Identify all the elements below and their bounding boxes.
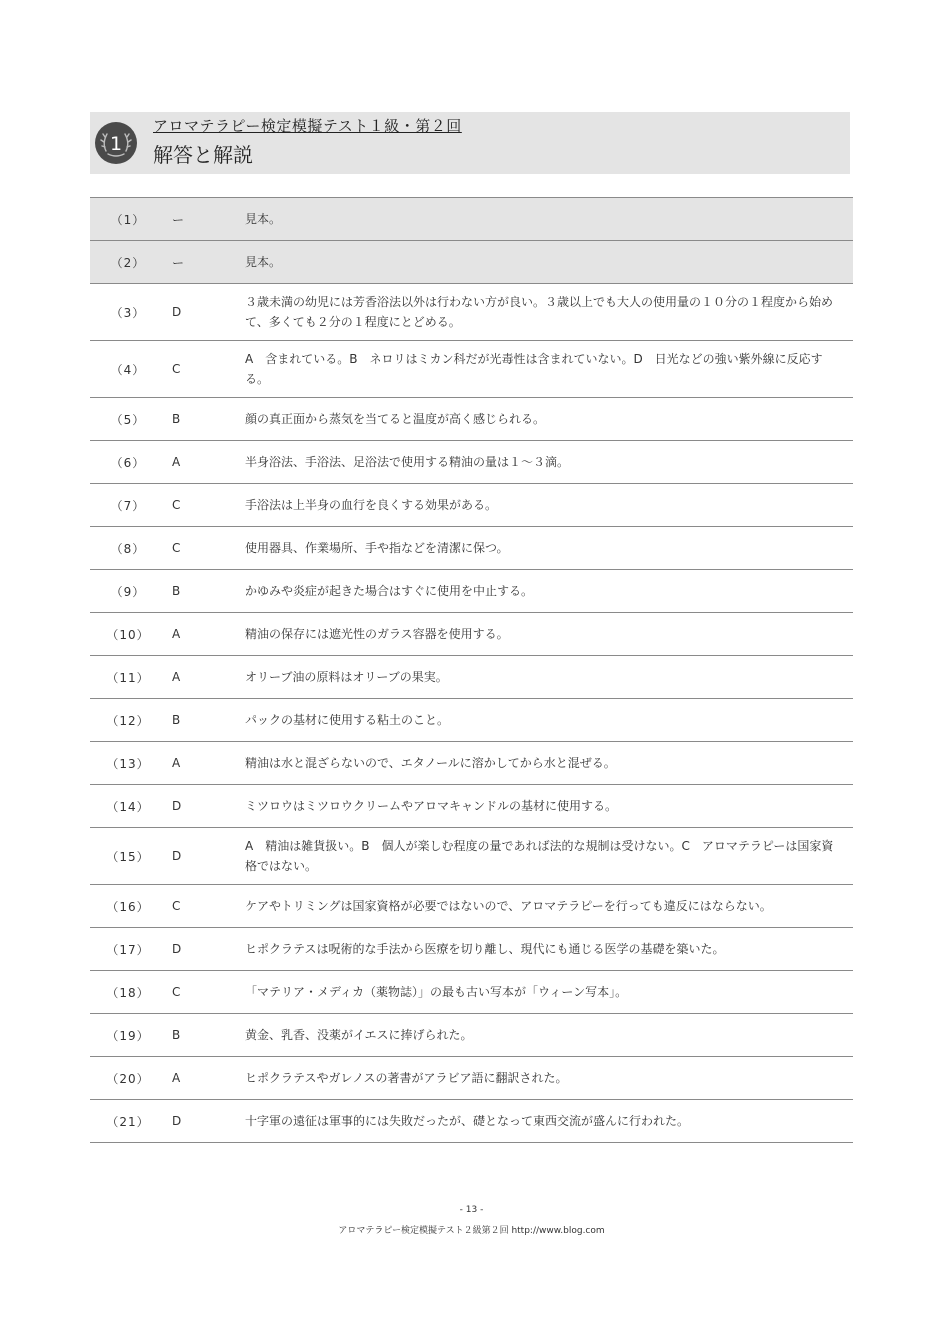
laurel-badge-icon xyxy=(94,121,138,165)
question-number: （3） xyxy=(90,284,166,341)
table-row xyxy=(90,284,853,341)
question-number: （10） xyxy=(90,613,166,656)
explanation-text: 見本。 xyxy=(244,241,853,284)
answer-letter: ー xyxy=(166,198,244,241)
question-number: （18） xyxy=(90,971,166,1014)
question-number: （15） xyxy=(90,828,166,885)
question-number: （6） xyxy=(90,441,166,484)
question-number: （5） xyxy=(90,398,166,441)
table-row xyxy=(90,828,853,885)
table-row xyxy=(90,398,853,441)
explanation-text: A 精油は雑貨扱い。B 個人が楽しむ程度の量であれば法的な規制は受けない。C アロマテラピーは国家資格ではない。 xyxy=(244,828,853,885)
question-number: （14） xyxy=(90,785,166,828)
explanation-text: パックの基材に使用する粘土のこと。 xyxy=(244,699,853,742)
question-number: （2） xyxy=(90,241,166,284)
footer-title: アロマテラピー検定模擬テスト２級第２回 http://www.blog.com xyxy=(338,1226,605,1236)
answer-table xyxy=(90,197,853,1143)
answer-letter: C xyxy=(166,885,244,928)
table-row xyxy=(90,570,853,613)
explanation-text: 「マテリア・メディカ（薬物誌）」の最も古い写本が「ウィーン写本」。 xyxy=(244,971,853,1014)
explanation-text: ケアやトリミングは国家資格が必要ではないので、アロマテラピーを行っても違反にはならない。 xyxy=(244,885,853,928)
answer-letter: B xyxy=(166,699,244,742)
explanation-text: 半身浴法、手浴法、足浴法で使用する精油の量は１～３滴。 xyxy=(244,441,853,484)
answer-letter: D xyxy=(166,785,244,828)
table-row xyxy=(90,928,853,971)
explanation-text: 手浴法は上半身の血行を良くする効果がある。 xyxy=(244,484,853,527)
question-number: （9） xyxy=(90,570,166,613)
answer-letter: C xyxy=(166,527,244,570)
table-row xyxy=(90,613,853,656)
answer-letter: C xyxy=(166,341,244,398)
table-row xyxy=(90,885,853,928)
answer-letter: B xyxy=(166,398,244,441)
answer-letter: D xyxy=(166,828,244,885)
badge-number: 1 xyxy=(109,133,123,155)
table-row xyxy=(90,1057,853,1100)
explanation-text: 黄金、乳香、没薬がイエスに捧げられた。 xyxy=(244,1014,853,1057)
explanation-text: 見本。 xyxy=(244,198,853,241)
answer-letter: C xyxy=(166,971,244,1014)
table-row xyxy=(90,484,853,527)
page-title: 解答と解説 xyxy=(153,143,253,167)
table-row xyxy=(90,742,853,785)
explanation-text: ミツロウはミツロウクリームやアロマキャンドルの基材に使用する。 xyxy=(244,785,853,828)
section-header xyxy=(90,112,850,174)
answer-letter: D xyxy=(166,284,244,341)
question-number: （8） xyxy=(90,527,166,570)
question-number: （11） xyxy=(90,656,166,699)
table-row xyxy=(90,971,853,1014)
explanation-text: 精油は水と混ざらないので、エタノールに溶かしてから水と混ぜる。 xyxy=(244,742,853,785)
answer-letter: D xyxy=(166,1100,244,1143)
page-number: - 13 - xyxy=(459,1205,484,1215)
question-number: （1） xyxy=(90,198,166,241)
explanation-text: 精油の保存には遮光性のガラス容器を使用する。 xyxy=(244,613,853,656)
table-row xyxy=(90,241,853,284)
answer-letter: C xyxy=(166,484,244,527)
table-row xyxy=(90,441,853,484)
answer-letter: A xyxy=(166,441,244,484)
table-row xyxy=(90,656,853,699)
explanation-text: ３歳未満の幼児には芳香浴法以外は行わない方が良い。３歳以上でも大人の使用量の１０分の１程度から始めて、多くても２分の１程度にとどめる。 xyxy=(244,284,853,341)
answer-letter: ー xyxy=(166,241,244,284)
answer-letter: A xyxy=(166,656,244,699)
page-subtitle: アロマテラピー検定模擬テスト１級・第２回 xyxy=(153,117,462,135)
answer-table-body xyxy=(90,198,853,1143)
table-row xyxy=(90,699,853,742)
explanation-text: かゆみや炎症が起きた場合はすぐに使用を中止する。 xyxy=(244,570,853,613)
explanation-text: 十字軍の遠征は軍事的には失敗だったが、礎となって東西交流が盛んに行われた。 xyxy=(244,1100,853,1143)
explanation-text: A 含まれている。B ネロリはミカン科だが光毒性は含まれていない。D 日光などの強い紫外線に反応する。 xyxy=(244,341,853,398)
answer-letter: A xyxy=(166,742,244,785)
explanation-text: 顔の真正面から蒸気を当てると温度が高く感じられる。 xyxy=(244,398,853,441)
table-row xyxy=(90,341,853,398)
question-number: （13） xyxy=(90,742,166,785)
question-number: （21） xyxy=(90,1100,166,1143)
answer-letter: B xyxy=(166,1014,244,1057)
explanation-text: ヒポクラテスやガレノスの著書がアラビア語に翻訳された。 xyxy=(244,1057,853,1100)
table-row xyxy=(90,1014,853,1057)
explanation-text: ヒポクラテスは呪術的な手法から医療を切り離し、現代にも通じる医学の基礎を築いた。 xyxy=(244,928,853,971)
table-row xyxy=(90,527,853,570)
answer-letter: D xyxy=(166,928,244,971)
question-number: （19） xyxy=(90,1014,166,1057)
question-number: （16） xyxy=(90,885,166,928)
table-row xyxy=(90,785,853,828)
question-number: （4） xyxy=(90,341,166,398)
answer-letter: A xyxy=(166,613,244,656)
explanation-text: オリーブ油の原料はオリーブの果実。 xyxy=(244,656,853,699)
explanation-text: 使用器具、作業場所、手や指などを清潔に保つ。 xyxy=(244,527,853,570)
table-row xyxy=(90,1100,853,1143)
question-number: （20） xyxy=(90,1057,166,1100)
question-number: （17） xyxy=(90,928,166,971)
table-row xyxy=(90,198,853,241)
question-number: （12） xyxy=(90,699,166,742)
answer-letter: A xyxy=(166,1057,244,1100)
answer-letter: B xyxy=(166,570,244,613)
question-number: （7） xyxy=(90,484,166,527)
